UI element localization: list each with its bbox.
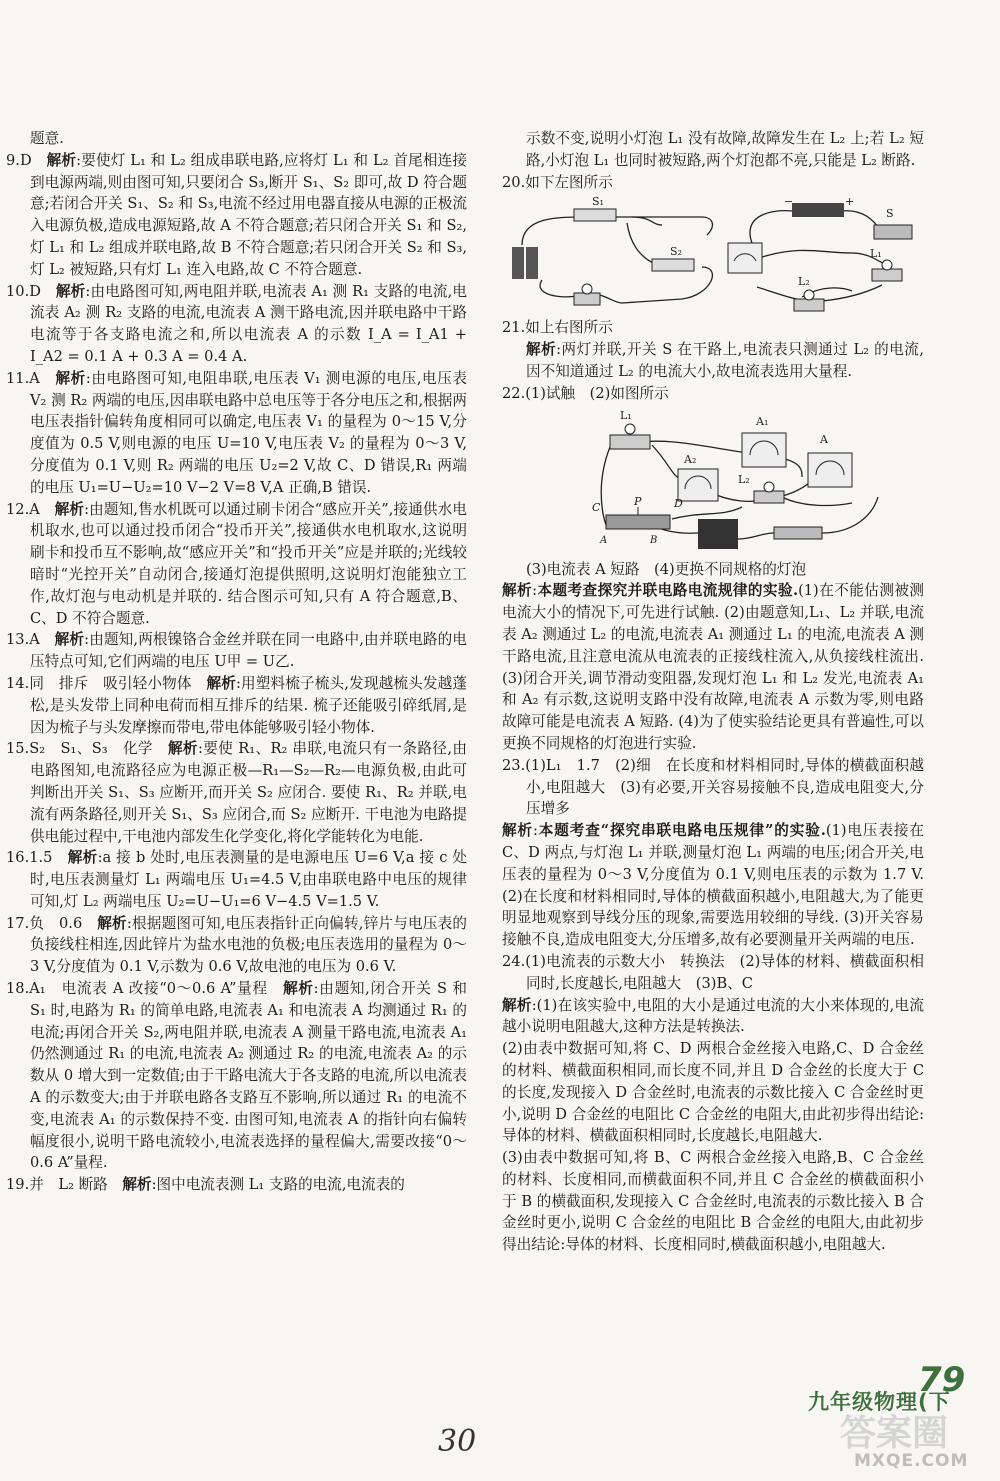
battery-icon [512, 247, 524, 279]
switch-icon [774, 527, 822, 539]
q23-analysis: 解析:本题考查“探究串联电路电压规律”的实验.(1)电压表接在 C、D 两点,与灯泡 L₁ 并联,测量灯泡 L₁ 两端的电压;闭合开关,电压表的量程为 0～3 V,分度值为 0.1 V,则电压表的示数为 1.7 V. (2)在长度和材料相同时,导体的横截面积越小,电阻越大,为了能更明显地观察到导线分压的现象,需要选用较细的导线. (3)开关容易接触不良,造成电阻变大,分压增多,故有必要测量开关两端的电压. [502, 822, 924, 949]
q24-analysis: 解析:(1)在该实验中,电阻的大小是通过电流的大小来体现的,电流越小说明电阻越大,这种方法是转换法. [502, 996, 924, 1036]
answer-item: 11.A 解析:由电路图可知,电阻串联,电压表 V₁ 测电源的电压,电压表 V₂ 测 R₂ 两端的电压,因串联电路中总电压等于各分电压之和,根据两电压表指针偏转角度相同可以确定,电压表 V₁ 的量程为 0～15 V,分度值为 0.5 V,则电源的电压 U=10 V,电压表 V₂ 的量程为 0～3 V,分度值为 0.1 V,则 R₂ 两端的电压 U₂=2 V,故 C、D 错误,R₁ 两端的电压 U₁=U−U₂=10 V−2 V=8 V,A 正确,B 错误. [6, 369, 467, 496]
answer-item: 15.S₂ S₁、S₃ 化学 解析:要使 R₁、R₂ 串联,电流只有一条路径,由电路图知,电流路径应为电源正极—R₁—S₂—R₂—电源负极,由此可判断出开关 S₁、S₃ 应断开,而开关 S₂ 应闭合. 要使 R₁、R₂ 并联,电流有两条路径,则开关 S₁、S₃ 应闭合,而 S₂ 应断开. 干电池为电路提供电能过程中,干电池内部发生化学变化,将化学能转化为电能. [6, 740, 467, 845]
q24-answer: 24.(1)电流表的示数大小 转换法 (2)导体的材料、横截面积相同时,长度越长,电阻越大 (3)B、C [502, 952, 924, 992]
q23-answer: 23.(1)L₁ 1.7 (2)细 在长度和材料相同时,导体的横截面积越小,电阻越大 (3)有必要,开关容易接触不良,造成电阻变大,分压增多 [502, 756, 924, 818]
figure-q20-q21 [502, 195, 924, 313]
answer-item: 10.D 解析:由电路图可知,两电阻并联,电流表 A₁ 测 R₁ 支路的电流,电流表 A₂ 测 R₂ 支路的电流,电流表 A 测干路电流,因并联电路中干路电流等于各支路电流之和,所以电流表 A 的示数 I_A = I_A1 + I_A2 = 0.1 A + 0.3 A = 0.4 A. [6, 282, 467, 365]
q22-continuation: (3)电流表 A 短路 (4)更换不同规格的灯泡 [526, 560, 807, 578]
label-p: P [634, 494, 642, 508]
q22-answer: 22.(1)试触 (2)如图所示 [502, 384, 669, 402]
label-s: S [886, 207, 894, 221]
figure-q22 [502, 407, 924, 555]
watermark-url: MXQE.COM [854, 1451, 969, 1471]
answer-item: 16.1.5 解析:a 接 b 处时,电压表测量的是电源电压 U=6 V,a 接 c 处时,电压表测量灯 L₁ 两端电压 U₁=4.5 V,由串联电路中电压的规律可知,灯 L₂ 两端电压 U₂=U−U₁=6 V−4.5 V=1.5 V. [6, 849, 467, 910]
answer-item: 9.D 解析:要使灯 L₁ 和 L₂ 组成串联电路,应将灯 L₁ 和 L₂ 首尾相连接到电源两端,则由图可知,只要闭合 S₃,断开 S₁、S₂ 即可,故 D 符合题意;若闭合开关 S₁、S₂ 和 S₃,电流不经过用电器直接从电源的正极流入电源负极,造成电源短路,故 A 不符合题意;若只闭合开关 S₁ 和 S₂,灯 L₁ 和 L₂ 组成并联电路,故 B 不符合题意;若只闭合开关 S₂ 和 S₃,灯 L₂ 被短路,只有灯 L₁ 连入电路,故 C 不符合题意. [6, 151, 467, 278]
bulb-l2-icon [794, 299, 824, 311]
label-minus: − [784, 195, 794, 209]
q21-analysis: 解析:两灯并联,开关 S 在干路上,电流表只测通过 L₂ 的电流,因不知道通过 L₂ 的电流大小,故电流表选用大量程. [526, 341, 924, 380]
switch-s1-icon [574, 209, 616, 221]
answer-item: 14.同 排斥 吸引轻小物体 解析:用塑料梳子梳头,发现越梳头发越蓬松,是头发带上同种电荷而相互排斥的结果. 梳子还能吸引碎纸屑,是因为梳子与头发摩擦而带电,带电体能够吸引轻小物体. [6, 674, 467, 736]
answer-item: 13.A 解析:由题知,两根镍铬合金丝并联在同一电路中,由并联电路的电压特点可知,它们两端的电压 U甲 = U乙. [6, 631, 467, 671]
q21-answer: 21.如上右图所示 [502, 319, 613, 337]
bulb-l1-icon [872, 269, 902, 281]
answer-item: 17.负 0.6 解析:根据题图可知,电压表指针正向偏转,锌片与电压表的负接线柱相连,因此锌片为盐水电池的负极;电压表选用的量程为 0～3 V,分度值为 0.1 V,示数为 0.6 V,故电池的电压为 0.6 V. [6, 914, 467, 976]
page-number: 79 [918, 1360, 966, 1400]
label-l1: L₁ [620, 408, 632, 422]
battery-icon [792, 203, 844, 217]
watermark-logo: 答案圈 [840, 1413, 949, 1454]
label-s2: S₂ [670, 245, 682, 259]
left-column [6, 128, 467, 1196]
label-l2: L₂ [738, 472, 750, 486]
footer-title: 九年级物理(下 [808, 1390, 951, 1414]
answer-item: 12.A 解析:由题知,售水机既可以通过刷卡闭合“感应开关”,接通供水电机取水,也可以通过投币闭合“投币开关”,接通供水电机取水,这说明刷卡和投币互不影响,故“感应开关”和“投币开关”应是并联的;光线较暗时“光控开关”自动闭合,接通灯泡提供照明,这说明灯泡能独立工作,故灯泡与电动机是并联的. 结合图示可知,只有 A 符合题意,B、C、D 不符合题意. [6, 500, 467, 627]
label-pa: A [600, 534, 608, 546]
battery-icon [526, 247, 538, 279]
answer-item: 18.A₁ 电流表 A 改接“0～0.6 A”量程 解析:由题知,闭合开关 S 和 S₁ 时,电路为 R₁ 的简单电路,电流表 A₁ 和电流表 A 均测通过 R₁ 的电流;再闭合开关 S₂,两电阻并联,电流表 A 测量干路电流,电流表 A₁ 仍然测通过 R₁ 的电流,电流表 A₂ 测通过 R₂ 的电流,电流表 A₂ 的示数从 0 增大到一定数值;由于干路电流大于各支路的电流,所以电流表 A 的示数变大;由于并联电路各支路互不影响,所以通过 R₁ 的电流不变,电流表 A₁ 的示数保持不变. 由图可知,电流表 A 的指针向右偏转幅度很小,说明干路电流较小,电流表选择的量程偏大,需要改接“0～0.6 A”量程. [6, 980, 467, 1172]
right-column [502, 128, 924, 1256]
handwritten-note: 30 [438, 1424, 477, 1459]
battery-icon [698, 519, 738, 549]
label-l2: L₂ [798, 275, 810, 289]
answer-item: 19.并 L₂ 断路 解析:图中电流表测 L₁ 支路的电流,电流表的 [6, 1176, 405, 1194]
q20-answer: 20.如下左图所示 [502, 173, 613, 191]
q22-analysis: 解析:本题考查探究并联电路电流规律的实验.(1)在不能估测被测电流大小的情况下,可先进行试触. (2)由题意知,L₁、L₂ 并联,电流表 A₂ 测通过 L₂ 的电流,电流表 A₁ 测通过 L₁ 的电流,电流表 A 测干路电流,且注意电流从电流表的正接线柱流入,从负接线柱流出. (3)闭合开关,调节滑动变阻器,发现灯泡 L₁ 和 L₂ 发光,电流表 A₁ 和 A₂ 有示数,这说明支路中没有故障,电流表 A 示数为零,则电路故障可能是电流表 A 短路. (4)为了使实验结论更具有普遍性,可以更换不同规格的灯泡进行实验. [502, 582, 924, 752]
label-c: C [592, 500, 601, 514]
switch-s2-icon [652, 259, 694, 271]
circuit-diagrams [502, 195, 924, 313]
label-a: A [820, 432, 828, 446]
q24-paragraph-3: (3)由表中数据可知,将 B、C 两根合金丝接入电路,B、C 合金丝的材料、长度相同,而横截面积不同,并且 C 合金丝的横截面积小于 B 的横截面积,发现接入 C 合金丝时,电流表的示数比接入 B 合金丝时更小,说明 C 合金丝的电阻比 B 合金丝的电阻大,由此初步得出结论:导体的材料、长度相同时,横截面积越小,电阻越大. [502, 1149, 924, 1254]
parallel-circuit-diagram [502, 407, 924, 555]
label-l1: L₁ [870, 247, 882, 261]
bulb-icon [574, 293, 600, 305]
q24-paragraph-2: (2)由表中数据可知,将 C、D 两根合金丝接入电路,C、D 合金丝的材料、横截面积相同,而长度不同,并且 D 合金丝的长度大于 C 的长度,发现接入 D 合金丝时,电流表的示数比接入 C 合金丝时更小,说明 D 合金丝的电阻比 C 合金丝的电阻大,由此初步得出结论:导体的材料、横截面积相同时,长度越长,电阻越大. [502, 1040, 924, 1145]
label-plus: + [845, 195, 855, 209]
label-a2: A₂ [684, 452, 697, 466]
watermark [828, 1405, 996, 1475]
ammeter-a-icon [808, 453, 852, 487]
bulb-l2-icon [754, 491, 784, 503]
bulb-l1-icon [610, 435, 650, 449]
label-s1: S₁ [592, 195, 604, 209]
label-pb: B [650, 534, 658, 546]
label-a1: A₁ [756, 414, 769, 428]
answer-item: 题意. [30, 130, 64, 147]
ammeter-a1-icon [742, 433, 786, 467]
ammeter-icon [728, 243, 762, 273]
ammeter-a2-icon [678, 469, 718, 501]
q19-continuation: 示数不变,说明小灯泡 L₁ 没有故障,故障发生在 L₂ 上;若 L₂ 短路,小灯泡 L₁ 也同时被短路,两个灯泡都不亮,只能是 L₂ 断路. [526, 130, 924, 169]
label-d: D [674, 496, 683, 510]
switch-s-icon [874, 225, 912, 239]
rheostat-icon [606, 515, 670, 529]
